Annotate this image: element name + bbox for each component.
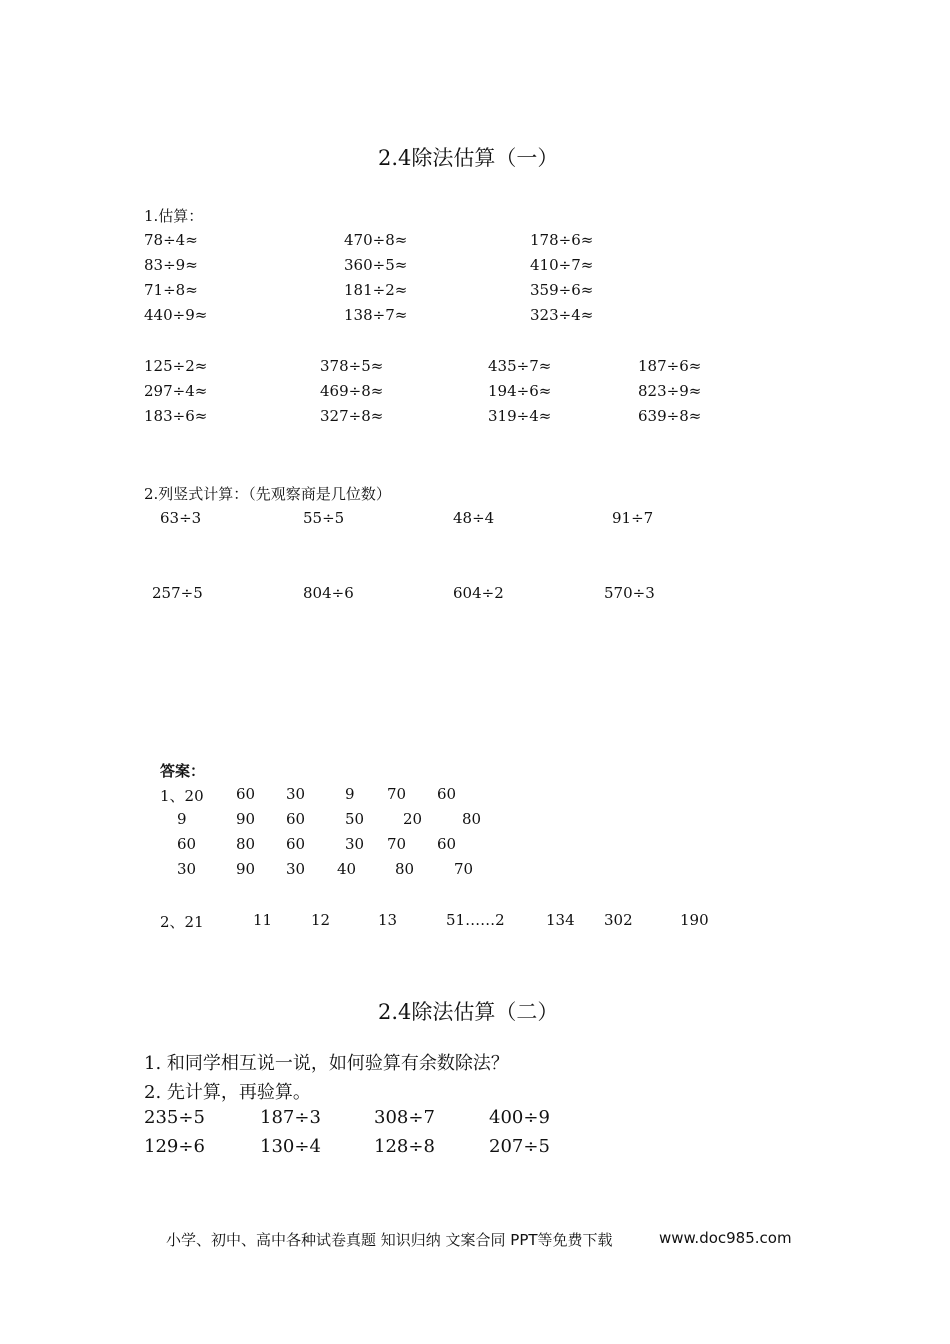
answer-value: 80 xyxy=(236,835,256,853)
estimation-item: 410÷7≈ xyxy=(530,256,594,274)
estimation-item: 470÷8≈ xyxy=(344,231,408,249)
estimation-item: 440÷9≈ xyxy=(144,306,208,324)
division-problem: 257÷5 xyxy=(152,584,203,602)
page-title-part2: 2.4除法估算（二） xyxy=(378,1000,559,1024)
answer-value: 20 xyxy=(403,810,423,828)
division-problem: 48÷4 xyxy=(453,509,495,527)
division-problem: 129÷6 xyxy=(144,1136,205,1157)
question-1-label: 1.估算： xyxy=(144,207,204,225)
question-2-label: 2.列竖式计算：（先观察商是几位数） xyxy=(144,485,391,503)
estimation-item: 181÷2≈ xyxy=(344,281,408,299)
part2-question-1: 1. 和同学相互说一说，如何验算有余数除法？ xyxy=(144,1053,509,1074)
division-problem: 91÷7 xyxy=(612,509,654,527)
answer-value: 51……2 xyxy=(446,911,505,929)
estimation-item: 823÷9≈ xyxy=(638,382,702,400)
division-problem: 187÷3 xyxy=(260,1107,321,1128)
answer-value: 11 xyxy=(253,911,273,929)
answer-value: 9 xyxy=(177,810,187,828)
answer-value: 70 xyxy=(454,860,474,878)
estimation-item: 297÷4≈ xyxy=(144,382,208,400)
answer-value: 70 xyxy=(387,785,407,803)
estimation-item: 360÷5≈ xyxy=(344,256,408,274)
answer-value: 40 xyxy=(337,860,357,878)
answer-value: 30 xyxy=(286,860,306,878)
division-problem: 804÷6 xyxy=(303,584,354,602)
answer-value: 90 xyxy=(236,860,256,878)
estimation-item: 378÷5≈ xyxy=(320,357,384,375)
part2-question-2: 2. 先计算，再验算。 xyxy=(144,1082,311,1103)
answer-value: 60 xyxy=(177,835,197,853)
answer-value: 60 xyxy=(286,810,306,828)
estimation-item: 83÷9≈ xyxy=(144,256,198,274)
footer-text: 小学、初中、高中各种试卷真题 知识归纳 文案合同 PPT等免费下载 xyxy=(166,1231,613,1249)
estimation-item: 183÷6≈ xyxy=(144,407,208,425)
estimation-item: 323÷4≈ xyxy=(530,306,594,324)
estimation-item: 359÷6≈ xyxy=(530,281,594,299)
division-problem: 235÷5 xyxy=(144,1107,205,1128)
estimation-item: 178÷6≈ xyxy=(530,231,594,249)
estimation-item: 469÷8≈ xyxy=(320,382,384,400)
answer-value: 80 xyxy=(395,860,415,878)
division-problem: 308÷7 xyxy=(374,1107,435,1128)
division-problem: 55÷5 xyxy=(303,509,345,527)
answer-value: 13 xyxy=(378,911,398,929)
division-problem: 128÷8 xyxy=(374,1136,435,1157)
estimation-item: 125÷2≈ xyxy=(144,357,208,375)
answer-value: 60 xyxy=(286,835,306,853)
estimation-item: 187÷6≈ xyxy=(638,357,702,375)
estimation-item: 194÷6≈ xyxy=(488,382,552,400)
answer-value: 30 xyxy=(286,785,306,803)
answer-value: 60 xyxy=(437,785,457,803)
estimation-item: 71÷8≈ xyxy=(144,281,198,299)
answer-value: 2、21 xyxy=(160,913,204,931)
answers-label: 答案： xyxy=(160,762,206,780)
answer-value: 90 xyxy=(236,810,256,828)
answer-value: 1、20 xyxy=(160,787,204,805)
estimation-item: 639÷8≈ xyxy=(638,407,702,425)
answer-value: 12 xyxy=(311,911,331,929)
answer-value: 30 xyxy=(345,835,365,853)
division-problem: 604÷2 xyxy=(453,584,504,602)
division-problem: 130÷4 xyxy=(260,1136,321,1157)
answer-value: 70 xyxy=(387,835,407,853)
division-problem: 570÷3 xyxy=(604,584,655,602)
answer-value: 134 xyxy=(546,911,575,929)
division-problem: 207÷5 xyxy=(489,1136,550,1157)
answer-value: 80 xyxy=(462,810,482,828)
page-title-part1: 2.4除法估算（一） xyxy=(378,146,559,170)
footer-url[interactable]: www.doc985.com xyxy=(659,1229,792,1247)
estimation-item: 78÷4≈ xyxy=(144,231,198,249)
answer-value: 190 xyxy=(680,911,709,929)
answer-value: 60 xyxy=(437,835,457,853)
estimation-item: 327÷8≈ xyxy=(320,407,384,425)
answer-value: 60 xyxy=(236,785,256,803)
estimation-item: 319÷4≈ xyxy=(488,407,552,425)
answer-value: 30 xyxy=(177,860,197,878)
answer-value: 302 xyxy=(604,911,633,929)
division-problem: 63÷3 xyxy=(160,509,202,527)
answer-value: 50 xyxy=(345,810,365,828)
answer-value: 9 xyxy=(345,785,355,803)
estimation-item: 138÷7≈ xyxy=(344,306,408,324)
division-problem: 400÷9 xyxy=(489,1107,550,1128)
estimation-item: 435÷7≈ xyxy=(488,357,552,375)
